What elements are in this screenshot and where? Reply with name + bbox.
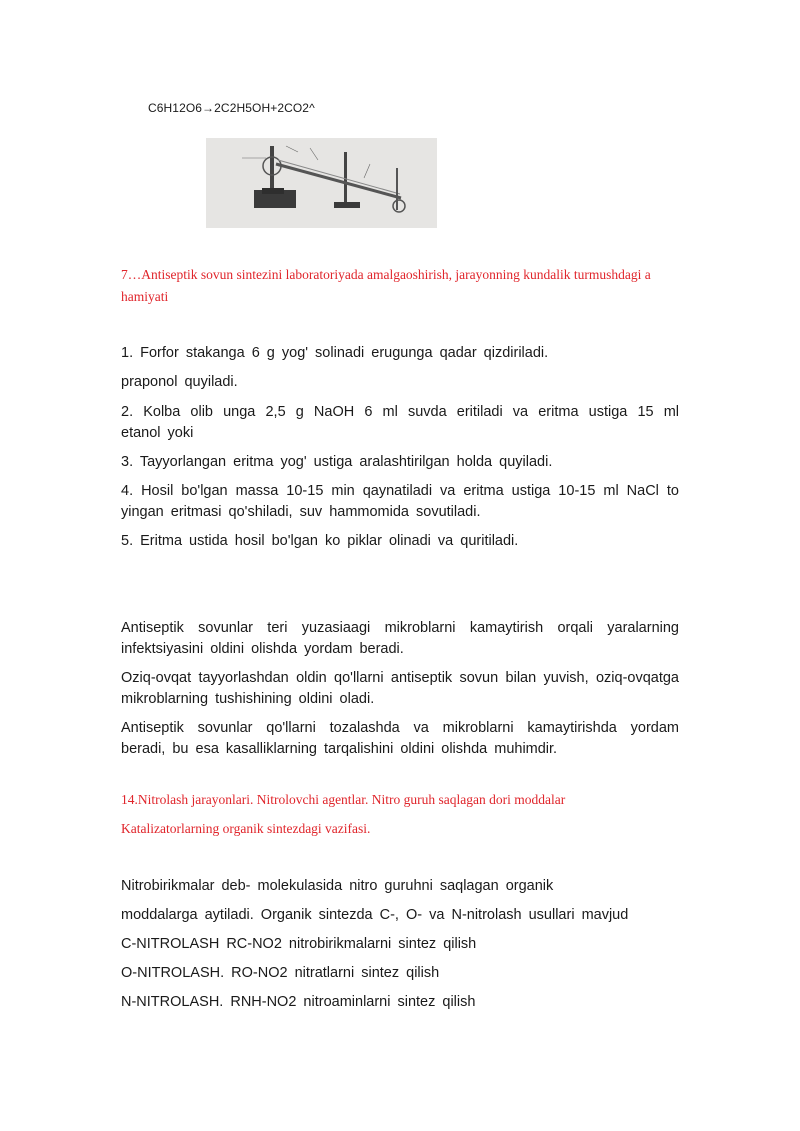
section-14-heading: 14.Nitrolash jarayonlari. Nitrolovchi agentlar. Nitro guruh saqlagan dori moddalar [121,792,566,807]
section-7-heading: 7…Antiseptik sovun sintezini laboratoriyada amalgaoshirish, jarayonning kundalik turmushdagi a hamiyati [121,267,651,304]
left-stand-rod [270,146,274,192]
receiver-flask [393,200,405,212]
c-nitrolash-line: C-NITROLASH RC-NO2 nitrobirikmalarni sintez qilish [121,936,477,952]
step-5: 5. Eritma ustida hosil bo'lgan ko piklar olinadi va quritiladi. [121,533,519,549]
importance-paragraph-1: Antiseptik sovunlar teri yuzasiaagi mikroblarni kamaytirish orqali yaralarning infektsiyasini oldini olishda yordam beradi. [121,620,679,657]
step-1-continuation: praponol quyiladi. [121,374,238,390]
apparatus-illustration [206,138,437,228]
reaction-formula: C6H12O6→2C2H5OH+2CO2^ [148,101,315,115]
importance-paragraph-2: Oziq-ovqat tayyorlashdan oldin qo'llarni antiseptik sovun bilan yuvish, oziq-ovqatga mikroblarning tushishining oldini oladi. [121,670,679,707]
distillation-apparatus-figure [206,138,437,228]
nitro-intro-line-1: Nitrobirikmalar deb- molekulasida nitro guruhni saqlagan organik [121,878,554,894]
right-stand-rod [396,168,398,210]
step-2: 2. Kolba olib unga 2,5 g NaOH 6 ml suvda eritiladi va eritma ustiga 15 ml etanol yoki [121,404,679,441]
n-nitrolash-line: N-NITROLASH. RNH-NO2 nitroaminlarni sintez qilish [121,994,476,1010]
middle-stand-base [334,202,360,208]
burner [262,188,284,194]
importance-paragraph-3: Antiseptik sovunlar qo'llarni tozalashda va mikroblarni kamaytirishda yordam beradi, bu esa kasalliklarning tarqalishini oldini olishda muhimdir. [121,720,679,757]
nitro-intro-line-2: moddalarga aytiladi. Organik sintezda C-, O- va N-nitrolash usullari mavjud [121,907,629,923]
step-4: 4. Hosil bo'lgan massa 10-15 min qaynatiladi va eritma ustiga 10-15 ml NaCl to yingan eritmasi qo'shiladi, suv hammomida sovutiladi. [121,483,679,520]
section-14-subheading: Katalizatorlarning organik sintezdagi vazifasi. [121,821,371,836]
step-3: 3. Tayyorlangan eritma yog' ustiga aralashtirilgan holda quyiladi. [121,454,553,470]
step-1: 1. Forfor stakanga 6 g yog' solinadi erugunga qadar qizdiriladi. [121,345,549,361]
condenser-jacket [278,160,400,194]
o-nitrolash-line: O-NITROLASH. RO-NO2 nitratlarni sintez qilish [121,965,440,981]
